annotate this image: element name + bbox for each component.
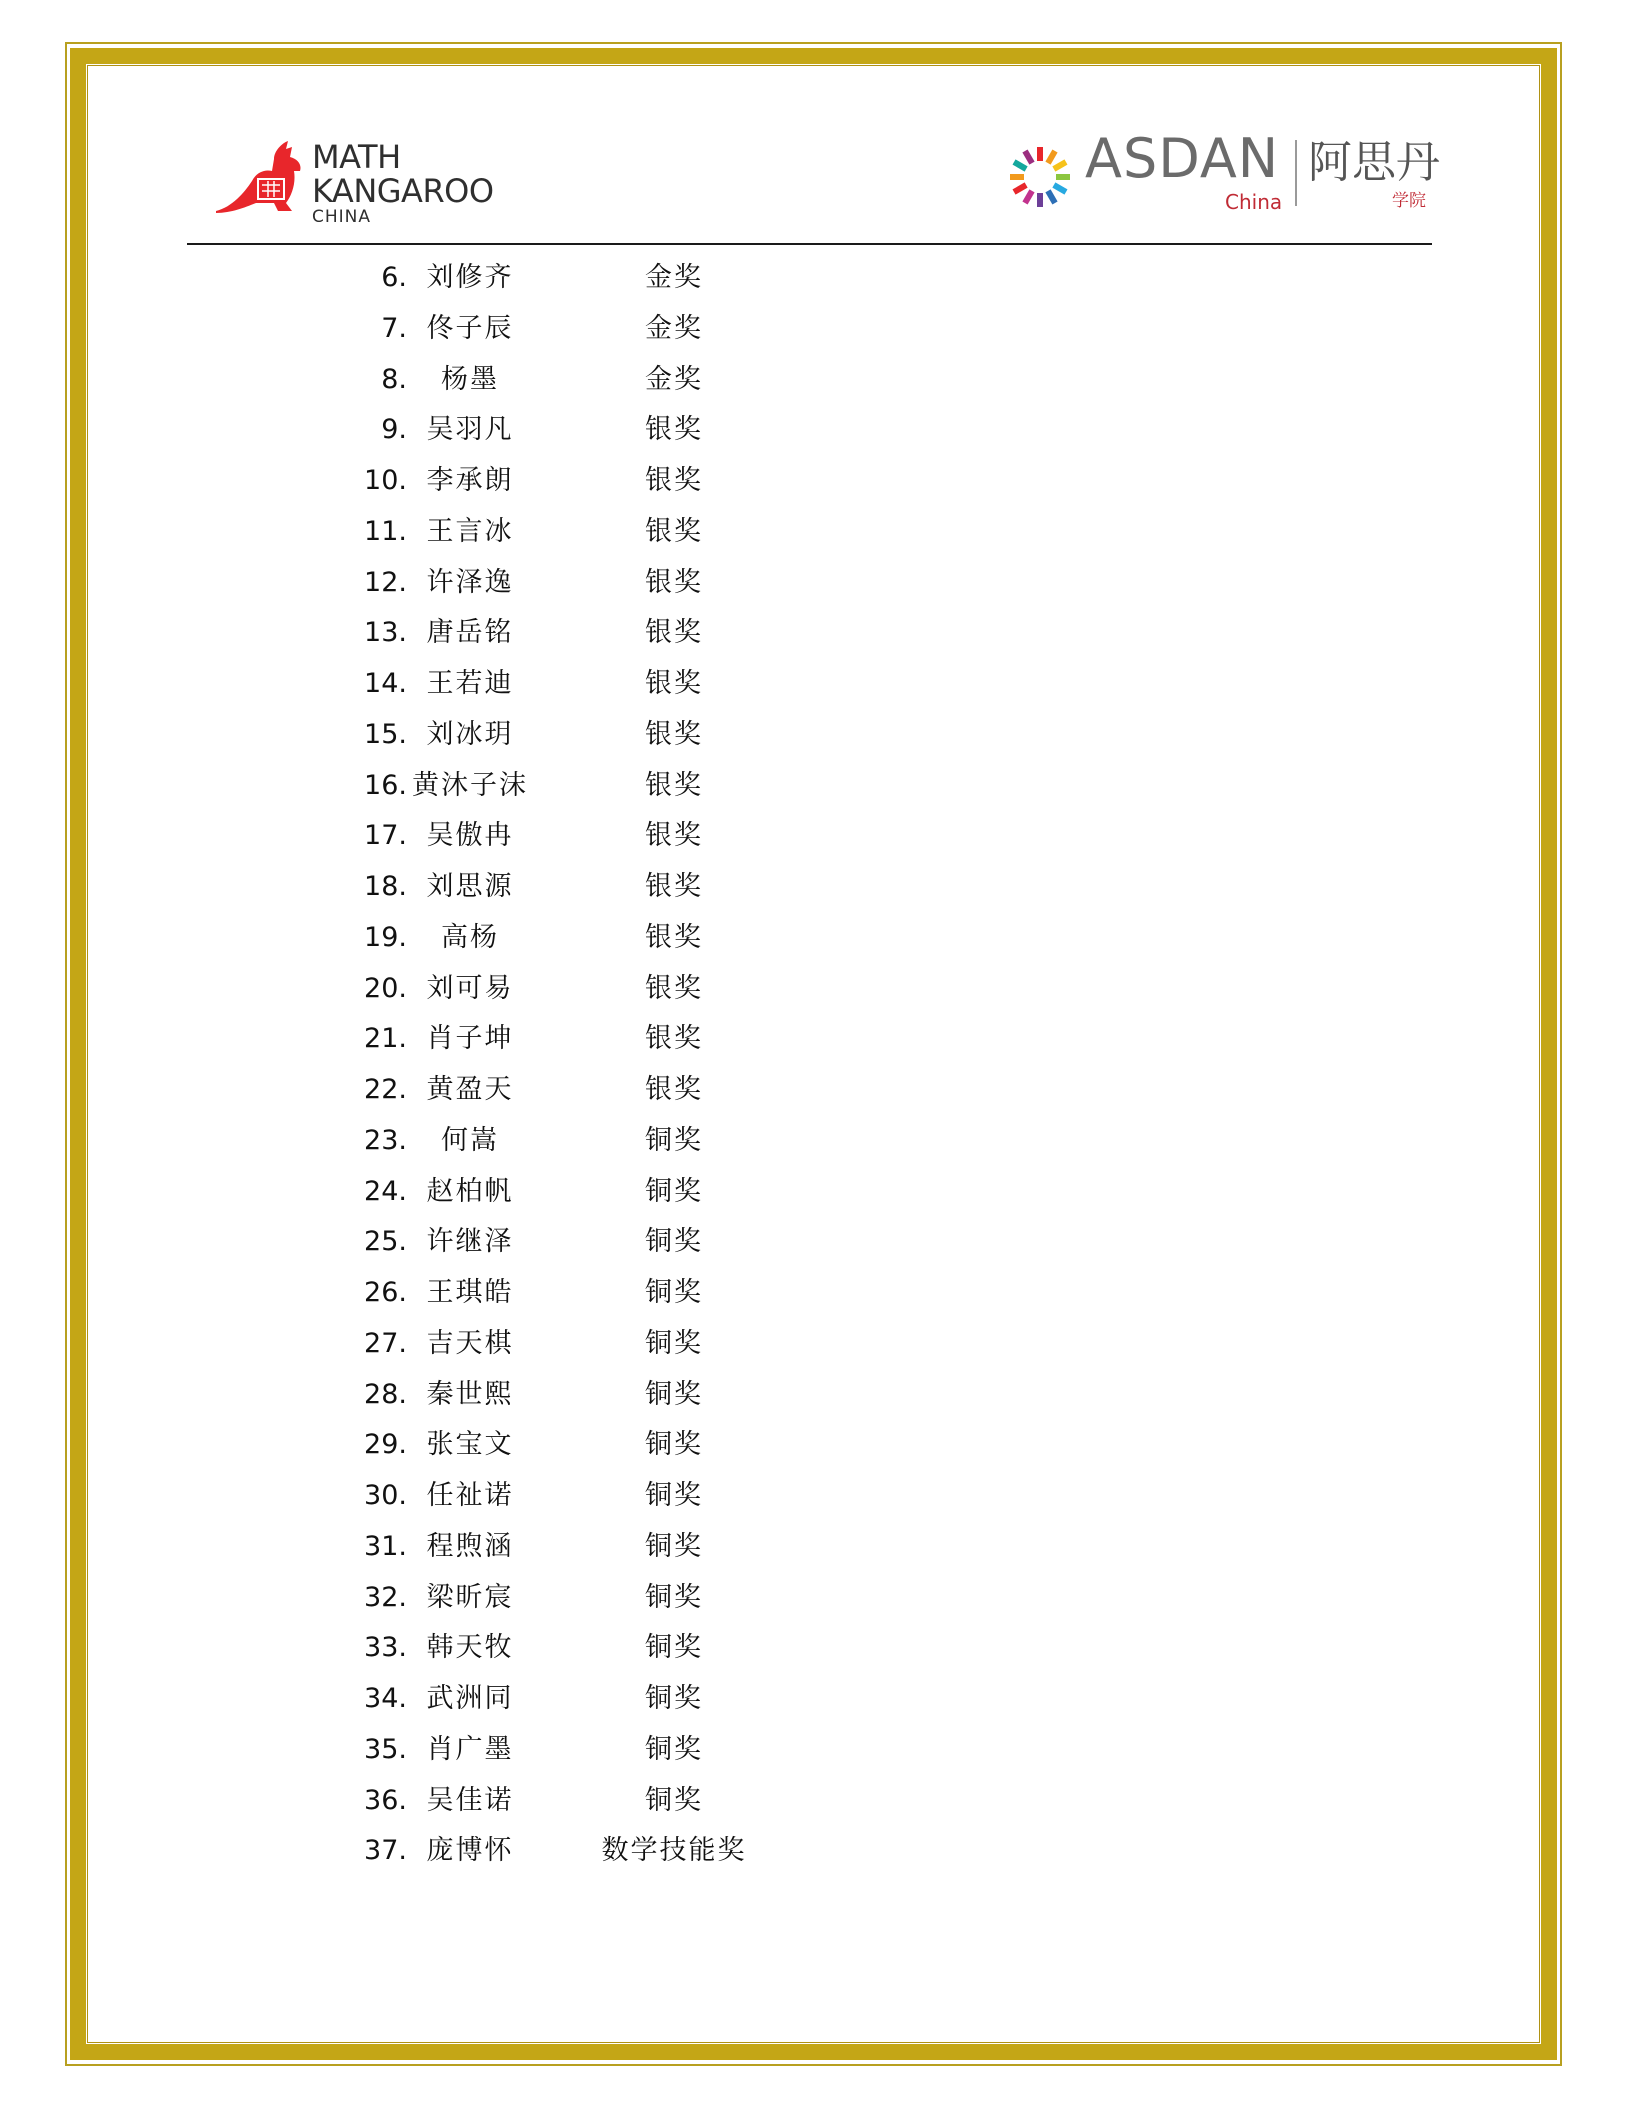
award-level: 铜奖 <box>645 1784 703 1816</box>
award-level: 铜奖 <box>645 1429 703 1461</box>
award-row <box>0 1217 1632 1268</box>
student-name: 刘可易 <box>426 972 514 1004</box>
award-row <box>0 1725 1632 1776</box>
award-level: 金奖 <box>645 262 703 293</box>
logo-line-china: CHINA <box>312 207 372 227</box>
award-level: 铜奖 <box>645 1632 703 1664</box>
award-number: 25. <box>364 1226 407 1258</box>
award-row <box>0 1319 1632 1370</box>
award-number: 32. <box>364 1581 407 1613</box>
student-name: 杨墨 <box>441 363 499 395</box>
award-row <box>0 862 1632 913</box>
award-level: 铜奖 <box>645 1277 703 1308</box>
award-row <box>0 1471 1632 1522</box>
award-level: 铜奖 <box>645 1683 703 1714</box>
student-name: 赵柏帆 <box>426 1175 514 1207</box>
student-name: 吉天棋 <box>426 1327 514 1359</box>
award-number: 28. <box>364 1378 407 1410</box>
award-number: 6. <box>381 262 407 293</box>
award-level: 银奖 <box>645 414 703 446</box>
student-name: 王琪皓 <box>426 1277 514 1308</box>
award-level: 银奖 <box>645 566 703 598</box>
award-level: 铜奖 <box>645 1733 703 1765</box>
award-number: 26. <box>364 1277 407 1308</box>
award-row <box>0 558 1632 609</box>
award-level: 铜奖 <box>645 1226 703 1258</box>
award-number: 9. <box>381 414 407 446</box>
award-row <box>0 1065 1632 1116</box>
award-number: 34. <box>364 1683 407 1714</box>
asdan-china-label: China <box>1225 190 1283 214</box>
award-row <box>0 761 1632 812</box>
award-number: 14. <box>364 668 407 699</box>
award-row <box>0 811 1632 862</box>
award-row <box>0 1776 1632 1827</box>
award-number: 18. <box>364 871 407 902</box>
student-name: 黄盈天 <box>426 1074 514 1105</box>
student-name: 梁昕宸 <box>426 1581 514 1613</box>
logo-line-kangaroo: KANGAROO <box>312 172 494 210</box>
award-number: 12. <box>364 566 407 598</box>
student-name: 刘思源 <box>426 871 514 902</box>
award-level: 银奖 <box>645 465 703 496</box>
award-number: 22. <box>364 1074 407 1105</box>
award-row <box>0 1623 1632 1674</box>
logo-divider <box>1295 140 1297 206</box>
award-level: 铜奖 <box>645 1327 703 1359</box>
award-level: 银奖 <box>645 921 703 953</box>
asdan-chinese-name: 阿思丹 <box>1308 137 1440 188</box>
award-level: 铜奖 <box>645 1175 703 1207</box>
award-number: 31. <box>364 1530 407 1562</box>
student-name: 秦世熙 <box>426 1378 514 1410</box>
asdan-logo <box>1005 127 1445 218</box>
award-number: 8. <box>381 363 407 395</box>
award-row <box>0 1420 1632 1471</box>
award-level: 银奖 <box>645 1074 703 1105</box>
award-level: 银奖 <box>645 515 703 547</box>
award-row <box>0 1573 1632 1624</box>
award-row <box>0 913 1632 964</box>
student-name: 吴傲冉 <box>426 820 514 852</box>
student-name: 何嵩 <box>441 1124 499 1156</box>
award-level: 铜奖 <box>645 1124 703 1156</box>
award-number: 36. <box>364 1784 407 1816</box>
award-number: 16. <box>364 769 407 801</box>
student-name: 吴羽凡 <box>426 414 514 446</box>
award-number: 29. <box>364 1429 407 1461</box>
award-level: 金奖 <box>645 312 703 344</box>
student-name: 许继泽 <box>426 1226 514 1258</box>
student-name: 肖广墨 <box>426 1733 514 1765</box>
student-name: 肖子坤 <box>426 1023 514 1055</box>
logo-line-math: MATH <box>312 138 401 176</box>
award-level: 银奖 <box>645 769 703 801</box>
asdan-wordmark: ASDAN <box>1085 127 1280 190</box>
award-row <box>0 355 1632 406</box>
award-row <box>0 1674 1632 1725</box>
math-kangaroo-logo <box>212 133 494 227</box>
student-name: 许泽逸 <box>426 566 514 598</box>
student-name: 吴佳诺 <box>426 1784 514 1816</box>
student-name: 王若迪 <box>426 668 514 699</box>
award-row <box>0 1522 1632 1573</box>
kangaroo-icon <box>212 137 312 217</box>
award-number: 19. <box>364 921 407 953</box>
student-name: 唐岳铭 <box>426 617 514 649</box>
student-name: 刘冰玥 <box>426 718 514 750</box>
award-number: 11. <box>364 515 407 547</box>
student-name: 佟子辰 <box>426 312 514 344</box>
award-row <box>0 710 1632 761</box>
award-level: 铜奖 <box>645 1581 703 1613</box>
award-row <box>0 405 1632 456</box>
award-row <box>0 1116 1632 1167</box>
award-level: 铜奖 <box>645 1480 703 1511</box>
student-name: 任祉诺 <box>426 1480 514 1511</box>
award-row <box>0 507 1632 558</box>
award-row <box>0 1268 1632 1319</box>
student-name: 武洲同 <box>426 1683 514 1714</box>
student-name: 王言冰 <box>426 515 514 547</box>
award-row <box>0 1167 1632 1218</box>
award-row <box>0 253 1632 304</box>
student-name: 韩天牧 <box>426 1632 514 1664</box>
award-row <box>0 456 1632 507</box>
award-number: 21. <box>364 1023 407 1055</box>
award-row <box>0 964 1632 1015</box>
award-level: 银奖 <box>645 871 703 902</box>
student-name: 高杨 <box>441 921 499 953</box>
award-number: 23. <box>364 1124 407 1156</box>
award-level: 银奖 <box>645 1023 703 1055</box>
award-level: 银奖 <box>645 718 703 750</box>
award-number: 30. <box>364 1480 407 1511</box>
asdan-chinese-sub: 学院 <box>1392 191 1426 211</box>
award-row <box>0 304 1632 355</box>
student-name: 李承朗 <box>426 465 514 496</box>
award-row <box>0 659 1632 710</box>
award-number: 27. <box>364 1327 407 1359</box>
award-level: 银奖 <box>645 668 703 699</box>
award-number: 37. <box>364 1835 407 1867</box>
award-row <box>0 1826 1632 1877</box>
award-row <box>0 608 1632 659</box>
award-number: 35. <box>364 1733 407 1765</box>
award-list <box>0 253 1632 1877</box>
student-name: 庞博怀 <box>426 1835 514 1867</box>
header-rule <box>187 243 1432 245</box>
award-level: 银奖 <box>645 820 703 852</box>
student-name: 张宝文 <box>426 1429 514 1461</box>
student-name: 程煦涵 <box>426 1530 514 1562</box>
award-level: 银奖 <box>645 972 703 1004</box>
award-number: 33. <box>364 1632 407 1664</box>
award-number: 13. <box>364 617 407 649</box>
student-name: 刘修齐 <box>426 262 514 293</box>
award-number: 24. <box>364 1175 407 1207</box>
award-row <box>0 1014 1632 1065</box>
award-level: 铜奖 <box>645 1378 703 1410</box>
award-level: 铜奖 <box>645 1530 703 1562</box>
asdan-burst-icon <box>1005 142 1075 212</box>
award-level: 银奖 <box>645 617 703 649</box>
award-number: 17. <box>364 820 407 852</box>
award-level: 数学技能奖 <box>601 1835 747 1867</box>
award-level: 金奖 <box>645 363 703 395</box>
award-row <box>0 1370 1632 1421</box>
award-number: 20. <box>364 972 407 1004</box>
student-name: 黄沐子沫 <box>412 769 528 801</box>
award-number: 7. <box>381 312 407 344</box>
award-number: 15. <box>364 718 407 750</box>
award-number: 10. <box>364 465 407 496</box>
